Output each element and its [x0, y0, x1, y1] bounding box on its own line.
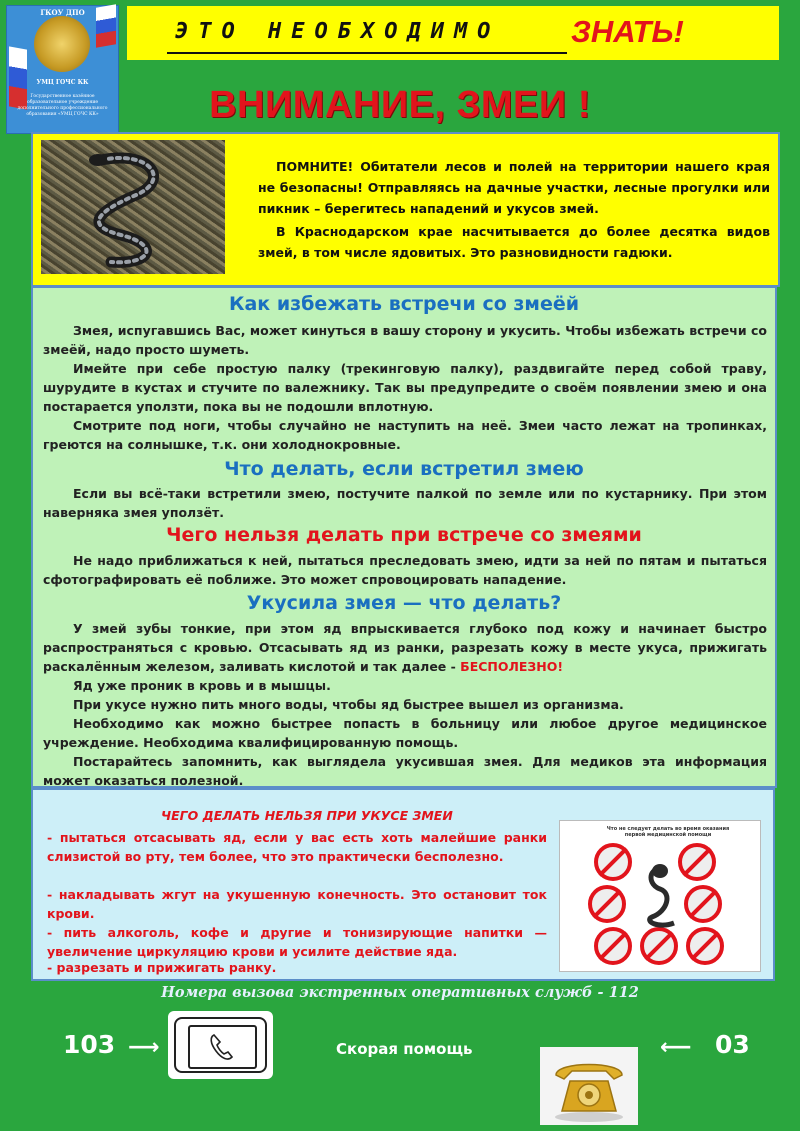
intro-paragraph-2: В Краснодарском крае насчитывается до более десятка видов змей, в том числе ядовитых. Это разновидности гадюки.	[258, 224, 770, 260]
section-paragraph: Если вы всё-таки встретили змею, постучите палкой по земле или по кустарнику. При этом наверняка змея уползёт.	[43, 486, 767, 520]
logo-top-text: ГКОУ ДПО	[40, 8, 85, 17]
mobile-phone-screen	[188, 1025, 257, 1069]
mobile-ambulance-number: 103	[63, 1030, 116, 1059]
page-title: ВНИМАНИЕ, ЗМЕИ !	[209, 84, 591, 126]
cobra-icon	[638, 861, 682, 931]
section-heading-avoid: Как избежать встречи со змеёй	[228, 293, 580, 315]
section-paragraph: Имейте при себе простую палку (трекинговую палку), раздвигайте перед собой траву, шурудите в кустах и стучите по валежнику. Так вы предупредите о своём появлении змею и она постарается уползти, пока вы не подошли вплотную.	[43, 361, 767, 414]
prohibited-icon	[588, 885, 626, 923]
section-paragraph	[43, 619, 767, 676]
bite-dont-item: - накладывать жгут на укушенную конечность. Это остановит ток крови.	[47, 887, 547, 921]
section-paragraph: Необходимо как можно быстрее попасть в больницу или любое другое медицинское учреждение. Необходима квалифицированную помощь.	[43, 716, 767, 750]
bite-dont-item: - пытаться отсасывать яд, если у вас есть хоть малейшие ранки слизистой во рту, тем более, что это практически бесполезно.	[47, 830, 547, 864]
section-paragraph: Не надо приближаться к ней, пытаться преследовать змею, идти за ней по пятам и пытаться сфотографировать её поближе. Это может спровоцировать нападение.	[43, 553, 767, 587]
arrow-left-icon: ⟵	[660, 1035, 692, 1060]
emblem-icon	[34, 16, 90, 72]
header-banner	[127, 6, 779, 60]
section-paragraph: Смотрите под ноги, чтобы случайно не наступить на неё. Змеи часто лежат на тропинках, греются на солнышке, т.к. они холоднокровные.	[43, 418, 767, 452]
section-heading-bitten: Укусила змея — что делать?	[246, 592, 562, 614]
landline-ambulance-number: 03	[715, 1030, 750, 1059]
intro-panel	[31, 132, 780, 287]
useless-emphasis: БЕСПОЛЕЗНО!	[460, 659, 564, 674]
logo-org-short: УМЦ ГОЧС КК	[36, 79, 89, 86]
mobile-phone-icon	[168, 1011, 273, 1079]
section-heading-donts: Чего нельзя делать при встрече со змеями	[166, 524, 642, 546]
prohibited-icon	[678, 843, 716, 881]
section-heading-met-snake: Что делать, если встретил змею	[224, 458, 584, 480]
banner-pre-text: ЭТО НЕОБХОДИМО	[175, 19, 501, 44]
prohibited-icon	[594, 843, 632, 881]
handset-icon	[190, 1027, 255, 1067]
prohibited-icon	[640, 927, 678, 965]
banner-underline	[167, 52, 567, 54]
bite-donts-title: ЧЕГО ДЕЛАТЬ НЕЛЬЗЯ ПРИ УКУСЕ ЗМЕИ	[161, 808, 453, 823]
prohibited-icon	[686, 927, 724, 965]
mobile-phone-body	[174, 1017, 267, 1073]
figure-caption: Что не следует делать во время оказания первой медицинской помощи	[606, 826, 730, 838]
section-paragraph: Яд уже проник в кровь и в мышцы.	[73, 678, 331, 693]
emergency-numbers-text: Номера вызова экстренных оперативных служб - 112	[161, 984, 639, 1001]
prohibited-icon	[594, 927, 632, 965]
logo-org-full: Государственное казённое образовательное учреждение дополнительного профессионального образования «УМЦ ГОЧС КК»	[17, 94, 108, 117]
section-paragraph: Постарайтесь запомнить, как выглядела укусившая змея. Для медиков эта информация может оказаться полезной.	[43, 754, 767, 788]
bite-dont-item: - разрезать и прижигать ранку.	[47, 960, 277, 975]
section-paragraph: Змея, испугавшись Вас, может кинуться в вашу сторону и укусить. Чтобы избежать встречи со змеёй, надо просто шуметь.	[43, 323, 767, 357]
section-paragraph: При укусе нужно пить много воды, чтобы яд быстрее вышел из организма.	[73, 697, 624, 712]
bite-dont-item: - пить алкоголь, кофе и другие и тонизирующие напитки — увеличение циркуляцию крови и усилите действие яда.	[47, 925, 547, 959]
ambulance-service-label: Скорая помощь	[336, 1040, 473, 1058]
bite-paragraph-text: У змей зубы тонкие, при этом яд впрыскивается глубоко под кожу и начинает быстро распространяться с кровью. Отсасывать яд из ранки, разрезать кожу в месте укуса, прижигать раскалённым железом, заливать кислотой и так далее -	[43, 621, 767, 674]
banner-accent-text: ЗНАТЬ!	[571, 14, 684, 49]
snake-photo	[41, 140, 225, 274]
intro-paragraph-1: ПОМНИТЕ! Обитатели лесов и полей на территории нашего края не безопасны! Отправляясь на дачные участки, лесные прогулки или пикник – берегитесь нападений и укусов змей.	[258, 159, 770, 216]
arrow-right-icon: ⟶	[128, 1035, 160, 1060]
bite-donts-panel	[31, 788, 775, 981]
prohibited-icon	[684, 885, 722, 923]
rotary-phone-icon	[540, 1047, 638, 1125]
first-aid-warning-figure	[559, 820, 761, 972]
advice-panel	[31, 286, 777, 788]
